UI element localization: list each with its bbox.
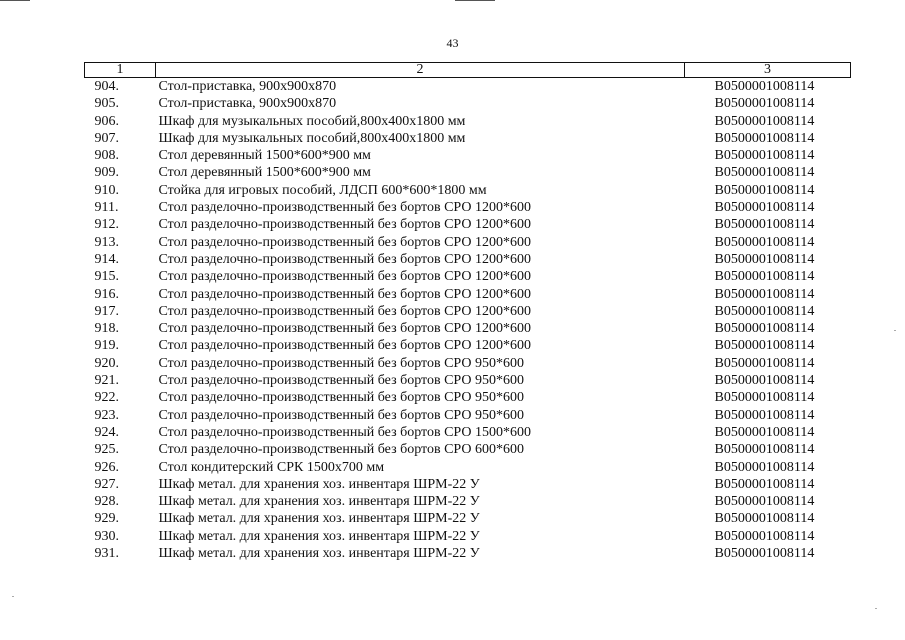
item-name: Шкаф метал. для хранения хоз. инвентаря ШРМ-22 У (158, 511, 480, 527)
item-name: Шкаф метал. для хранения хоз. инвентаря ШРМ-22 У (158, 546, 480, 562)
item-code: В0500001008114 (714, 96, 815, 112)
table-row (85, 113, 851, 130)
table-row (85, 182, 851, 199)
item-code: В0500001008114 (714, 200, 815, 216)
row-number: 911. (94, 200, 119, 216)
scan-speck (12, 596, 14, 597)
item-name: Шкаф для музыкальных пособий,800х400х1800 мм (158, 130, 466, 146)
item-code: В0500001008114 (714, 442, 815, 458)
item-code: В0500001008114 (714, 182, 815, 198)
item-code: В0500001008114 (714, 390, 815, 406)
item-code: В0500001008114 (714, 251, 815, 267)
item-code: В0500001008114 (714, 286, 815, 302)
item-name: Стойка для игровых пособий, ЛДСП 600*600*1800 мм (158, 182, 487, 198)
item-name: Стол разделочно-производственный без бортов СРО 1200*600 (158, 251, 531, 267)
item-name: Стол разделочно-производственный без бортов СРО 600*600 (158, 442, 524, 458)
table-row (85, 441, 851, 458)
row-number: 920. (94, 355, 119, 371)
row-number: 922. (94, 390, 119, 406)
item-code: В0500001008114 (714, 355, 815, 371)
row-number: 914. (94, 251, 119, 267)
item-name: Шкаф метал. для хранения хоз. инвентаря ШРМ-22 У (158, 494, 480, 510)
item-code: В0500001008114 (714, 130, 815, 146)
item-name: Стол разделочно-производственный без бортов СРО 1200*600 (158, 269, 531, 285)
item-code: В0500001008114 (714, 546, 815, 562)
item-code: В0500001008114 (714, 165, 815, 181)
table-row (85, 234, 851, 251)
item-name: Стол разделочно-производственный без бортов СРО 1500*600 (158, 424, 531, 440)
row-number: 929. (94, 511, 119, 527)
item-name: Стол кондитерский СРК 1500х700 мм (158, 459, 385, 475)
item-code: В0500001008114 (714, 407, 815, 423)
top-edge-line-left (0, 0, 30, 1)
item-code: В0500001008114 (714, 424, 815, 440)
item-name: Стол деревянный 1500*600*900 мм (158, 148, 371, 164)
row-number: 925. (94, 442, 119, 458)
item-code: В0500001008114 (714, 234, 815, 250)
item-name: Шкаф для музыкальных пособий,800х400х1800 мм (158, 113, 466, 129)
row-number: 928. (94, 494, 119, 510)
item-code: В0500001008114 (714, 321, 815, 337)
item-code: В0500001008114 (714, 373, 815, 389)
item-code: В0500001008114 (714, 148, 815, 164)
table-row (85, 528, 851, 545)
table-body (85, 78, 851, 563)
table-row (85, 251, 851, 268)
item-name: Стол разделочно-производственный без бортов СРО 1200*600 (158, 286, 531, 302)
table-row (85, 355, 851, 372)
row-number: 906. (94, 113, 119, 129)
row-number: 923. (94, 407, 119, 423)
item-name: Стол разделочно-производственный без бортов СРО 950*600 (158, 390, 524, 406)
item-name: Стол разделочно-производственный без бортов СРО 1200*600 (158, 217, 531, 233)
item-name: Стол разделочно-производственный без бортов СРО 950*600 (158, 373, 524, 389)
item-code: В0500001008114 (714, 476, 815, 492)
row-number: 926. (94, 459, 119, 475)
item-name: Стол разделочно-производственный без бортов СРО 950*600 (158, 407, 524, 423)
table-row (85, 545, 851, 562)
row-number: 919. (94, 338, 119, 354)
item-name: Стол разделочно-производственный без бортов СРО 1200*600 (158, 321, 531, 337)
table-row (85, 164, 851, 181)
table-row (85, 372, 851, 389)
row-number: 909. (94, 165, 119, 181)
table-header (85, 63, 851, 78)
item-code: В0500001008114 (714, 303, 815, 319)
row-number: 931. (94, 546, 119, 562)
item-name: Шкаф метал. для хранения хоз. инвентаря ШРМ-22 У (158, 476, 480, 492)
table-row (85, 389, 851, 406)
item-name: Стол разделочно-производственный без бортов СРО 1200*600 (158, 338, 531, 354)
row-number: 917. (94, 303, 119, 319)
row-number: 924. (94, 424, 119, 440)
row-number: 907. (94, 130, 119, 146)
table-row (85, 424, 851, 441)
item-name: Шкаф метал. для хранения хоз. инвентаря ШРМ-22 У (158, 528, 480, 544)
item-name: Стол-приставка, 900х900х870 (158, 96, 337, 112)
row-number: 921. (94, 373, 119, 389)
table-row (85, 303, 851, 320)
table-header-row (85, 63, 851, 78)
table-row (85, 476, 851, 493)
item-code: В0500001008114 (714, 511, 815, 527)
item-name: Стол разделочно-производственный без бортов СРО 950*600 (158, 355, 524, 371)
table-row (85, 493, 851, 510)
column-header-1: 1 (85, 63, 156, 78)
table-row (85, 78, 851, 96)
item-code: В0500001008114 (714, 79, 815, 94)
table-row (85, 286, 851, 303)
item-code: В0500001008114 (714, 269, 815, 285)
item-code: В0500001008114 (714, 113, 815, 129)
item-code: В0500001008114 (714, 338, 815, 354)
top-edge-line-right (455, 0, 495, 1)
table-row (85, 459, 851, 476)
item-name: Стол-приставка, 900х900х870 (158, 79, 337, 94)
table-row (85, 337, 851, 354)
row-number: 910. (94, 182, 119, 198)
item-code: В0500001008114 (714, 528, 815, 544)
row-number: 904. (94, 79, 119, 94)
row-number: 927. (94, 476, 119, 492)
item-name: Стол разделочно-производственный без бортов СРО 1200*600 (158, 200, 531, 216)
table-row (85, 130, 851, 147)
row-number: 905. (94, 96, 119, 112)
row-number: 918. (94, 321, 119, 337)
table-row (85, 268, 851, 285)
table-row (85, 147, 851, 164)
page-number: 43 (446, 36, 459, 50)
item-code: В0500001008114 (714, 494, 815, 510)
row-number: 930. (94, 528, 119, 544)
row-number: 912. (94, 217, 119, 233)
table-row (85, 510, 851, 527)
table-row (85, 95, 851, 112)
scan-speck (875, 608, 877, 609)
table-row (85, 199, 851, 216)
column-header-2: 2 (156, 63, 685, 78)
item-code: В0500001008114 (714, 217, 815, 233)
row-number: 913. (94, 234, 119, 250)
table-row (85, 216, 851, 233)
item-name: Стол разделочно-производственный без бортов СРО 1200*600 (158, 303, 531, 319)
item-name: Стол разделочно-производственный без бортов СРО 1200*600 (158, 234, 531, 250)
row-number: 908. (94, 148, 119, 164)
item-name: Стол деревянный 1500*600*900 мм (158, 165, 371, 181)
item-code: В0500001008114 (714, 459, 815, 475)
column-header-3: 3 (685, 63, 851, 78)
inventory-table (84, 62, 851, 562)
row-number: 915. (94, 269, 119, 285)
table-row (85, 320, 851, 337)
scan-speck (894, 330, 896, 331)
table-row (85, 407, 851, 424)
row-number: 916. (94, 286, 119, 302)
